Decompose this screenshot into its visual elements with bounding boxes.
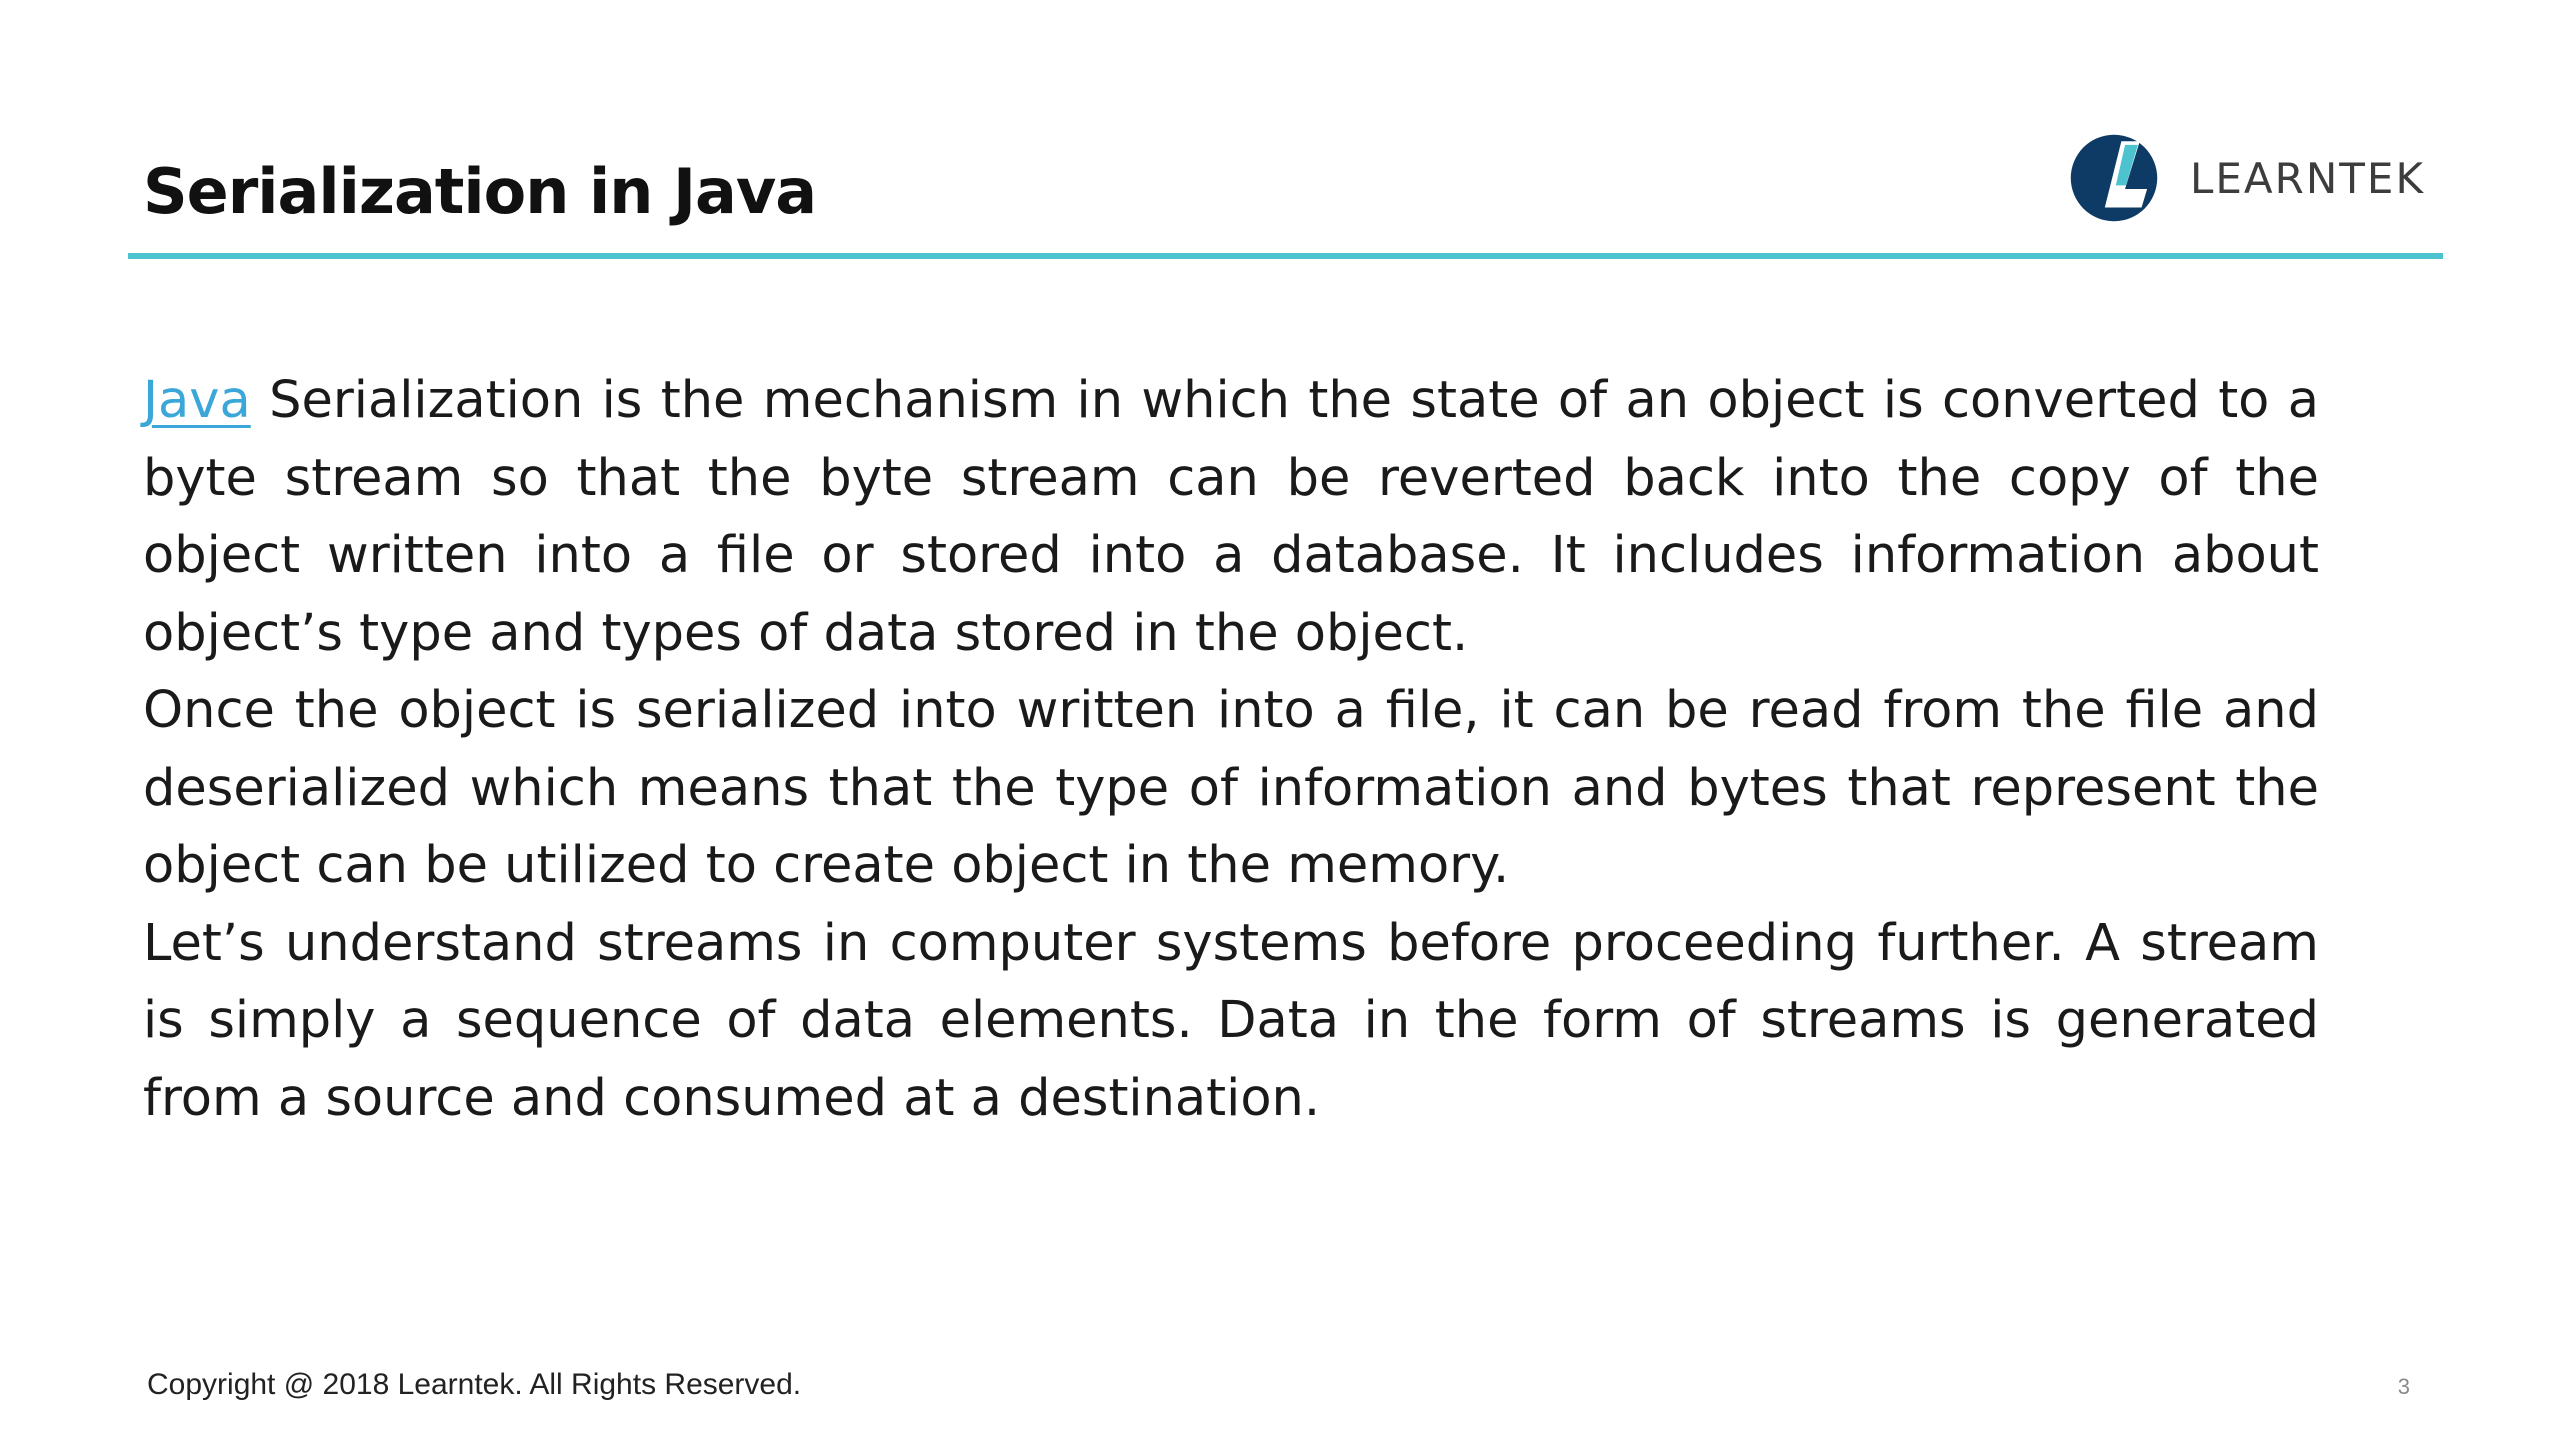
- paragraph-2: Once the object is serialized into written into a file, it can be read from the file and deserialized which means that the type of information and bytes that represent the object can be utilized to create object in the memory.: [143, 681, 2319, 895]
- slide-body: [143, 362, 2319, 1137]
- paragraph-1-text: Serialization is the mechanism in which the state of an object is converted to a byte stream so that the byte stream can be reverted back into the copy of the object written into a file or stored into a database. It includes information about object’s type and types of data stored in the object.: [143, 371, 2319, 663]
- paragraph-3: Let’s understand streams in computer systems before proceeding further. A stream is simply a sequence of data elements. Data in the form of streams is generated from a source and consumed at a destination.: [143, 913, 2319, 1128]
- logo-text: LEARNTEK: [2190, 153, 2426, 203]
- copyright-footer: Copyright @ 2018 Learntek. All Rights Reserved.: [147, 1368, 802, 1401]
- page-number: 3: [2397, 1374, 2410, 1399]
- java-link[interactable]: Java: [143, 371, 251, 430]
- learntek-logo-icon: [2068, 132, 2160, 224]
- paragraph-1: [143, 362, 2319, 672]
- slide-title: Serialization in Java: [143, 155, 817, 228]
- title-divider: [128, 253, 2443, 259]
- learntek-logo: [2068, 128, 2425, 228]
